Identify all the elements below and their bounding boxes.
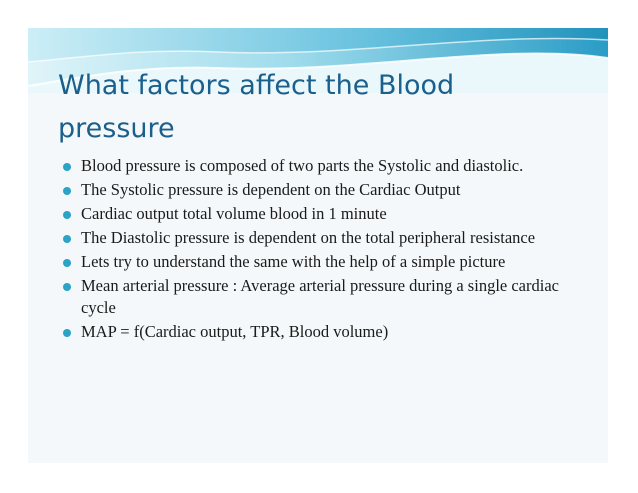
bullet-dot-icon [63, 235, 71, 243]
bullet-dot-icon [63, 211, 71, 219]
bullet-item [58, 179, 588, 201]
bullet-item [58, 275, 588, 319]
bullet-item [58, 155, 588, 177]
bullet-text: Cardiac output total volume blood in 1 minute [81, 204, 387, 223]
bullet-text: The Diastolic pressure is dependent on the total peripheral resistance [81, 228, 536, 247]
bullet-item [58, 203, 588, 225]
bullet-item [58, 321, 588, 343]
slide [28, 28, 608, 463]
bullet-dot-icon [63, 283, 71, 291]
bullet-text: Mean arterial pressure : Average arterial pressure during a single cardiac cycle [81, 276, 559, 317]
bullet-item [58, 227, 588, 249]
bullet-dot-icon [63, 163, 71, 171]
bullet-dot-icon [63, 187, 71, 195]
slide-title: What factors affect the Blood pressure [58, 70, 455, 145]
bullet-item [58, 251, 588, 273]
bullet-text: The Systolic pressure is dependent on the Cardiac Output [81, 180, 461, 199]
bullet-dot-icon [63, 329, 71, 337]
bullet-list [58, 155, 588, 345]
bullet-text: Blood pressure is composed of two parts the Systolic and diastolic. [81, 156, 524, 175]
bullet-text: MAP = f(Cardiac output, TPR, Blood volume) [81, 322, 389, 341]
bullet-dot-icon [63, 259, 71, 267]
bullet-text: Lets try to understand the same with the help of a simple picture [81, 252, 506, 271]
